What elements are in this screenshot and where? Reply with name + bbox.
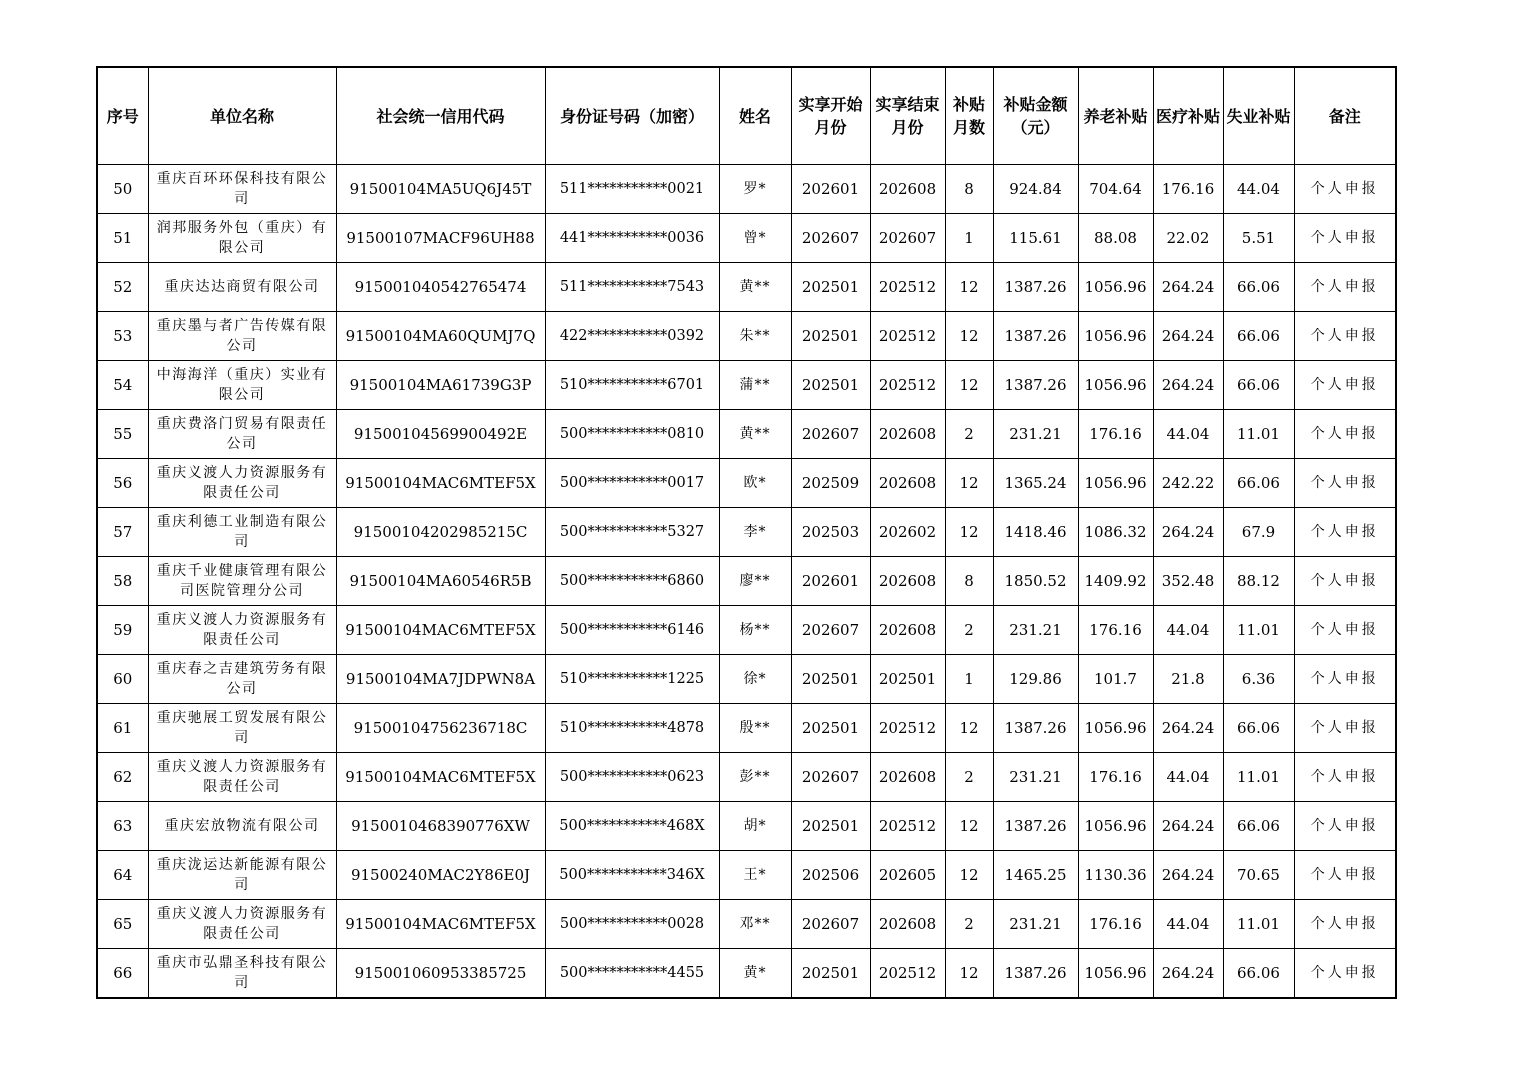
cell-id-number: 500***********6146 — [545, 606, 719, 655]
cell-unemployment: 66.06 — [1223, 312, 1294, 361]
cell-medical: 242.22 — [1153, 459, 1223, 508]
cell-pension: 704.64 — [1078, 165, 1153, 214]
cell-end-month: 202512 — [870, 312, 945, 361]
cell-name: 廖** — [719, 557, 791, 606]
table-row — [97, 949, 1396, 999]
cell-medical: 352.48 — [1153, 557, 1223, 606]
cell-end-month: 202608 — [870, 606, 945, 655]
cell-unemployment: 11.01 — [1223, 900, 1294, 949]
header-months: 补贴月数 — [945, 67, 993, 165]
cell-pension: 176.16 — [1078, 753, 1153, 802]
cell-pension: 1056.96 — [1078, 312, 1153, 361]
cell-name: 王* — [719, 851, 791, 900]
cell-start-month: 202607 — [791, 606, 870, 655]
cell-amount: 1465.25 — [993, 851, 1078, 900]
cell-unemployment: 66.06 — [1223, 704, 1294, 753]
cell-unemployment: 5.51 — [1223, 214, 1294, 263]
cell-note: 个人申报 — [1294, 508, 1396, 557]
cell-end-month: 202608 — [870, 410, 945, 459]
cell-end-month: 202512 — [870, 949, 945, 999]
cell-medical: 264.24 — [1153, 802, 1223, 851]
cell-unemployment: 66.06 — [1223, 263, 1294, 312]
header-unemployment: 失业补贴 — [1223, 67, 1294, 165]
cell-unit-name: 重庆市弘鼎圣科技有限公司 — [148, 949, 336, 999]
cell-start-month: 202601 — [791, 165, 870, 214]
cell-unit-name: 重庆泷运达新能源有限公司 — [148, 851, 336, 900]
cell-months: 1 — [945, 655, 993, 704]
cell-id-number: 500***********468X — [545, 802, 719, 851]
cell-start-month: 202501 — [791, 263, 870, 312]
cell-credit-code: 915001060953385725 — [336, 949, 545, 999]
cell-medical: 264.24 — [1153, 508, 1223, 557]
cell-pension: 88.08 — [1078, 214, 1153, 263]
cell-seq: 56 — [97, 459, 148, 508]
cell-name: 李* — [719, 508, 791, 557]
cell-name: 黄** — [719, 410, 791, 459]
cell-unemployment: 11.01 — [1223, 410, 1294, 459]
header-row — [97, 67, 1396, 165]
cell-start-month: 202501 — [791, 802, 870, 851]
cell-id-number: 500***********5327 — [545, 508, 719, 557]
cell-months: 12 — [945, 508, 993, 557]
cell-seq: 51 — [97, 214, 148, 263]
header-note: 备注 — [1294, 67, 1396, 165]
cell-start-month: 202506 — [791, 851, 870, 900]
cell-note: 个人申报 — [1294, 900, 1396, 949]
cell-unemployment: 44.04 — [1223, 165, 1294, 214]
table-row — [97, 459, 1396, 508]
cell-medical: 44.04 — [1153, 900, 1223, 949]
cell-pension: 176.16 — [1078, 606, 1153, 655]
cell-unemployment: 66.06 — [1223, 459, 1294, 508]
cell-unit-name: 润邦服务外包（重庆）有限公司 — [148, 214, 336, 263]
cell-seq: 61 — [97, 704, 148, 753]
cell-end-month: 202608 — [870, 557, 945, 606]
cell-medical: 176.16 — [1153, 165, 1223, 214]
cell-unit-name: 重庆费洛门贸易有限责任公司 — [148, 410, 336, 459]
cell-name: 蒲** — [719, 361, 791, 410]
cell-amount: 231.21 — [993, 606, 1078, 655]
cell-start-month: 202601 — [791, 557, 870, 606]
cell-pension: 176.16 — [1078, 900, 1153, 949]
cell-pension: 1056.96 — [1078, 704, 1153, 753]
cell-start-month: 202501 — [791, 655, 870, 704]
cell-end-month: 202501 — [870, 655, 945, 704]
table-row — [97, 263, 1396, 312]
cell-medical: 264.24 — [1153, 851, 1223, 900]
cell-name: 曾* — [719, 214, 791, 263]
cell-pension: 1056.96 — [1078, 802, 1153, 851]
cell-end-month: 202512 — [870, 263, 945, 312]
header-pension: 养老补贴 — [1078, 67, 1153, 165]
cell-id-number: 500***********6860 — [545, 557, 719, 606]
cell-amount: 231.21 — [993, 753, 1078, 802]
cell-months: 2 — [945, 606, 993, 655]
cell-id-number: 422***********0392 — [545, 312, 719, 361]
cell-amount: 1387.26 — [993, 361, 1078, 410]
cell-months: 12 — [945, 704, 993, 753]
cell-unit-name: 重庆千业健康管理有限公司医院管理分公司 — [148, 557, 336, 606]
cell-seq: 53 — [97, 312, 148, 361]
header-name: 姓名 — [719, 67, 791, 165]
cell-unit-name: 重庆春之吉建筑劳务有限公司 — [148, 655, 336, 704]
cell-pension: 1056.96 — [1078, 263, 1153, 312]
cell-seq: 57 — [97, 508, 148, 557]
cell-unit-name: 重庆达达商贸有限公司 — [148, 263, 336, 312]
cell-pension: 1056.96 — [1078, 949, 1153, 999]
cell-id-number: 500***********0028 — [545, 900, 719, 949]
cell-end-month: 202608 — [870, 165, 945, 214]
cell-credit-code: 91500107MACF96UH88 — [336, 214, 545, 263]
cell-note: 个人申报 — [1294, 949, 1396, 999]
cell-name: 殷** — [719, 704, 791, 753]
cell-months: 12 — [945, 851, 993, 900]
cell-unemployment: 6.36 — [1223, 655, 1294, 704]
cell-amount: 1387.26 — [993, 263, 1078, 312]
cell-seq: 64 — [97, 851, 148, 900]
cell-start-month: 202501 — [791, 704, 870, 753]
cell-unemployment: 11.01 — [1223, 753, 1294, 802]
cell-seq: 52 — [97, 263, 148, 312]
cell-credit-code: 91500104MA61739G3P — [336, 361, 545, 410]
cell-amount: 231.21 — [993, 900, 1078, 949]
cell-seq: 54 — [97, 361, 148, 410]
cell-credit-code: 9150010468390776XW — [336, 802, 545, 851]
cell-note: 个人申报 — [1294, 312, 1396, 361]
cell-months: 8 — [945, 557, 993, 606]
cell-amount: 1387.26 — [993, 949, 1078, 999]
table-row — [97, 508, 1396, 557]
cell-unemployment: 66.06 — [1223, 949, 1294, 999]
cell-note: 个人申报 — [1294, 165, 1396, 214]
table-row — [97, 165, 1396, 214]
cell-unit-name: 重庆义渡人力资源服务有限责任公司 — [148, 900, 336, 949]
cell-name: 彭** — [719, 753, 791, 802]
cell-id-number: 500***********346X — [545, 851, 719, 900]
cell-unemployment: 70.65 — [1223, 851, 1294, 900]
cell-medical: 264.24 — [1153, 949, 1223, 999]
cell-name: 胡* — [719, 802, 791, 851]
header-id-number: 身份证号码（加密） — [545, 67, 719, 165]
cell-start-month: 202501 — [791, 949, 870, 999]
cell-end-month: 202608 — [870, 459, 945, 508]
cell-id-number: 500***********0623 — [545, 753, 719, 802]
cell-months: 2 — [945, 753, 993, 802]
header-end-month: 实享结束月份 — [870, 67, 945, 165]
cell-start-month: 202509 — [791, 459, 870, 508]
cell-start-month: 202501 — [791, 312, 870, 361]
cell-note: 个人申报 — [1294, 459, 1396, 508]
cell-credit-code: 91500104756236718C — [336, 704, 545, 753]
cell-amount: 129.86 — [993, 655, 1078, 704]
cell-pension: 101.7 — [1078, 655, 1153, 704]
cell-unemployment: 88.12 — [1223, 557, 1294, 606]
cell-amount: 1850.52 — [993, 557, 1078, 606]
cell-months: 8 — [945, 165, 993, 214]
cell-end-month: 202605 — [870, 851, 945, 900]
cell-seq: 65 — [97, 900, 148, 949]
table-row — [97, 655, 1396, 704]
cell-credit-code: 91500104MA7JDPWN8A — [336, 655, 545, 704]
cell-pension: 1409.92 — [1078, 557, 1153, 606]
cell-note: 个人申报 — [1294, 753, 1396, 802]
table-row — [97, 802, 1396, 851]
cell-months: 2 — [945, 900, 993, 949]
cell-credit-code: 91500104MAC6MTEF5X — [336, 753, 545, 802]
cell-seq: 62 — [97, 753, 148, 802]
cell-medical: 264.24 — [1153, 704, 1223, 753]
table-row — [97, 312, 1396, 361]
cell-id-number: 500***********4455 — [545, 949, 719, 999]
cell-unemployment: 66.06 — [1223, 802, 1294, 851]
cell-end-month: 202607 — [870, 214, 945, 263]
cell-medical: 264.24 — [1153, 361, 1223, 410]
cell-unit-name: 重庆义渡人力资源服务有限责任公司 — [148, 753, 336, 802]
cell-amount: 1387.26 — [993, 802, 1078, 851]
cell-end-month: 202608 — [870, 900, 945, 949]
cell-months: 12 — [945, 802, 993, 851]
cell-months: 12 — [945, 263, 993, 312]
cell-end-month: 202512 — [870, 704, 945, 753]
cell-note: 个人申报 — [1294, 655, 1396, 704]
cell-start-month: 202503 — [791, 508, 870, 557]
cell-medical: 21.8 — [1153, 655, 1223, 704]
cell-credit-code: 91500104MAC6MTEF5X — [336, 606, 545, 655]
cell-name: 徐* — [719, 655, 791, 704]
cell-id-number: 441***********0036 — [545, 214, 719, 263]
cell-end-month: 202512 — [870, 361, 945, 410]
cell-credit-code: 91500104MA5UQ6J45T — [336, 165, 545, 214]
cell-unit-name: 重庆百环环保科技有限公司 — [148, 165, 336, 214]
cell-unit-name: 重庆义渡人力资源服务有限责任公司 — [148, 459, 336, 508]
cell-id-number: 511***********0021 — [545, 165, 719, 214]
cell-credit-code: 91500104MAC6MTEF5X — [336, 900, 545, 949]
cell-months: 12 — [945, 312, 993, 361]
header-start-month: 实享开始月份 — [791, 67, 870, 165]
cell-id-number: 500***********0810 — [545, 410, 719, 459]
cell-unit-name: 重庆驰展工贸发展有限公司 — [148, 704, 336, 753]
cell-id-number: 510***********1225 — [545, 655, 719, 704]
cell-credit-code: 91500240MAC2Y86E0J — [336, 851, 545, 900]
cell-medical: 44.04 — [1153, 410, 1223, 459]
cell-months: 2 — [945, 410, 993, 459]
cell-end-month: 202602 — [870, 508, 945, 557]
cell-medical: 44.04 — [1153, 606, 1223, 655]
cell-pension: 176.16 — [1078, 410, 1153, 459]
cell-note: 个人申报 — [1294, 263, 1396, 312]
cell-seq: 59 — [97, 606, 148, 655]
header-unit-name: 单位名称 — [148, 67, 336, 165]
table-row — [97, 606, 1396, 655]
cell-name: 欧* — [719, 459, 791, 508]
cell-unit-name: 重庆宏放物流有限公司 — [148, 802, 336, 851]
cell-seq: 60 — [97, 655, 148, 704]
subsidy-table — [96, 66, 1397, 999]
table-row — [97, 851, 1396, 900]
table-header — [97, 67, 1396, 165]
cell-amount: 1365.24 — [993, 459, 1078, 508]
cell-pension: 1086.32 — [1078, 508, 1153, 557]
cell-note: 个人申报 — [1294, 606, 1396, 655]
cell-unemployment: 66.06 — [1223, 361, 1294, 410]
cell-medical: 264.24 — [1153, 263, 1223, 312]
cell-pension: 1056.96 — [1078, 459, 1153, 508]
cell-note: 个人申报 — [1294, 361, 1396, 410]
cell-id-number: 510***********4878 — [545, 704, 719, 753]
cell-id-number: 510***********6701 — [545, 361, 719, 410]
cell-unit-name: 重庆利德工业制造有限公司 — [148, 508, 336, 557]
cell-name: 杨** — [719, 606, 791, 655]
cell-end-month: 202608 — [870, 753, 945, 802]
cell-credit-code: 91500104MAC6MTEF5X — [336, 459, 545, 508]
cell-amount: 1418.46 — [993, 508, 1078, 557]
cell-unemployment: 67.9 — [1223, 508, 1294, 557]
cell-medical: 22.02 — [1153, 214, 1223, 263]
cell-credit-code: 91500104569900492E — [336, 410, 545, 459]
cell-amount: 1387.26 — [993, 704, 1078, 753]
cell-start-month: 202607 — [791, 753, 870, 802]
table-row — [97, 704, 1396, 753]
cell-name: 黄* — [719, 949, 791, 999]
table-body — [97, 165, 1396, 999]
table-row — [97, 361, 1396, 410]
cell-name: 罗* — [719, 165, 791, 214]
cell-months: 1 — [945, 214, 993, 263]
cell-amount: 115.61 — [993, 214, 1078, 263]
cell-months: 12 — [945, 949, 993, 999]
table-row — [97, 214, 1396, 263]
cell-note: 个人申报 — [1294, 802, 1396, 851]
table-row — [97, 410, 1396, 459]
cell-unemployment: 11.01 — [1223, 606, 1294, 655]
table-row — [97, 557, 1396, 606]
cell-credit-code: 91500104202985215C — [336, 508, 545, 557]
cell-pension: 1130.36 — [1078, 851, 1153, 900]
cell-months: 12 — [945, 459, 993, 508]
header-amount: 补贴金额（元） — [993, 67, 1078, 165]
cell-pension: 1056.96 — [1078, 361, 1153, 410]
cell-start-month: 202607 — [791, 410, 870, 459]
cell-seq: 63 — [97, 802, 148, 851]
cell-months: 12 — [945, 361, 993, 410]
cell-unit-name: 重庆墨与者广告传媒有限公司 — [148, 312, 336, 361]
cell-id-number: 511***********7543 — [545, 263, 719, 312]
cell-unit-name: 中海海洋（重庆）实业有限公司 — [148, 361, 336, 410]
cell-medical: 264.24 — [1153, 312, 1223, 361]
cell-amount: 1387.26 — [993, 312, 1078, 361]
cell-start-month: 202607 — [791, 214, 870, 263]
cell-amount: 924.84 — [993, 165, 1078, 214]
cell-id-number: 500***********0017 — [545, 459, 719, 508]
table-row — [97, 753, 1396, 802]
table-row — [97, 900, 1396, 949]
cell-note: 个人申报 — [1294, 557, 1396, 606]
cell-credit-code: 91500104MA60546R5B — [336, 557, 545, 606]
cell-note: 个人申报 — [1294, 214, 1396, 263]
header-medical: 医疗补贴 — [1153, 67, 1223, 165]
cell-unit-name: 重庆义渡人力资源服务有限责任公司 — [148, 606, 336, 655]
cell-seq: 55 — [97, 410, 148, 459]
header-credit-code: 社会统一信用代码 — [336, 67, 545, 165]
cell-seq: 50 — [97, 165, 148, 214]
cell-medical: 44.04 — [1153, 753, 1223, 802]
cell-note: 个人申报 — [1294, 410, 1396, 459]
cell-note: 个人申报 — [1294, 704, 1396, 753]
header-seq: 序号 — [97, 67, 148, 165]
cell-credit-code: 915001040542765474 — [336, 263, 545, 312]
cell-name: 邓** — [719, 900, 791, 949]
cell-start-month: 202501 — [791, 361, 870, 410]
cell-seq: 58 — [97, 557, 148, 606]
cell-amount: 231.21 — [993, 410, 1078, 459]
cell-note: 个人申报 — [1294, 851, 1396, 900]
cell-name: 朱** — [719, 312, 791, 361]
cell-name: 黄** — [719, 263, 791, 312]
cell-end-month: 202512 — [870, 802, 945, 851]
cell-credit-code: 91500104MA60QUMJ7Q — [336, 312, 545, 361]
cell-start-month: 202607 — [791, 900, 870, 949]
cell-seq: 66 — [97, 949, 148, 999]
